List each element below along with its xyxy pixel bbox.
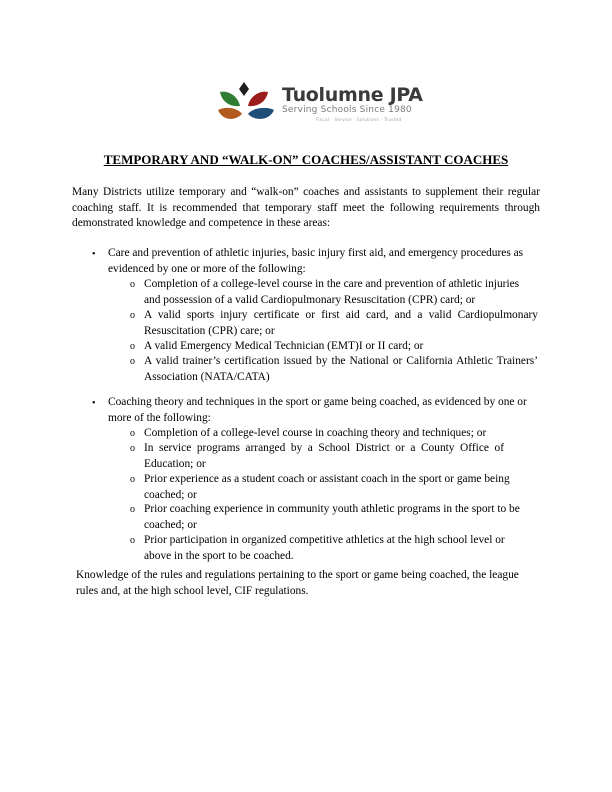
sub-marker: o [130,356,135,367]
leaf-logo-icon [218,80,278,124]
intro-paragraph: Many Districts utilize temporary and “walk-on” coaches and assistants to supplement their regular coaching staff. It is recommended that temporary staff meet the following requirements through demonstrated knowledge and competence in these areas: [72,186,540,229]
bullet-1-text: Care and prevention of athletic injuries, basic injury first aid, and emergency procedures as evidenced by one or more of the following: [108,247,524,275]
sub-marker: o [130,279,135,290]
tuolumne-jpa-logo [218,80,423,126]
sub-marker: o [130,310,135,321]
list-item: Prior coaching experience in community youth athletic programs in the sport to be coached; or [144,503,520,531]
closing-paragraph: Knowledge of the rules and regulations pertaining to the sport or game being coached, the league rules and, at the high school level, CIF regulations. [76,569,519,597]
sub-marker: o [130,535,135,546]
list-item: A valid trainer’s certification issued by the National or California Athletic Trainers’ Association (NATA/CATA) [144,355,538,383]
document-title: TEMPORARY AND “WALK-ON” COACHES/ASSISTANT COACHES [103,152,509,167]
list-item: Completion of a college-level course in coaching theory and techniques; or [144,427,487,439]
bullet-marker: • [92,249,96,260]
logo-name: Tuolumne JPA [282,84,423,106]
list-item: Completion of a college-level course in the care and prevention of athletic injuries and possession of a valid Cardiopulmonary Resuscitation (CPR) card; or [144,278,520,306]
logo-subtagline: Fiscal · Service · Solutions · Trusted [316,117,402,122]
list-item: In service programs arranged by a School District or a County Office of Education; or [144,442,504,470]
bullet-marker: • [92,398,96,409]
sub-marker: o [130,341,135,352]
bullet-2-text: Coaching theory and techniques in the sport or game being coached, as evidenced by one or more of the following: [108,396,527,424]
sub-marker: o [130,428,135,439]
list-item: Prior participation in organized competitive athletics at the high school level or above in the sport to be coached. [144,534,505,562]
list-item: A valid Emergency Medical Technician (EMT)I or II card; or [144,340,424,352]
logo-tagline: Serving Schools Since 1980 [282,105,412,115]
sub-marker: o [130,504,135,515]
list-item: Prior experience as a student coach or assistant coach in the sport or game being coached; or [144,473,510,501]
list-item: A valid sports injury certificate or first aid card, and a valid Cardiopulmonary Resuscitation (CPR) care; or [144,309,538,337]
sub-marker: o [130,443,135,454]
sub-marker: o [130,474,135,485]
